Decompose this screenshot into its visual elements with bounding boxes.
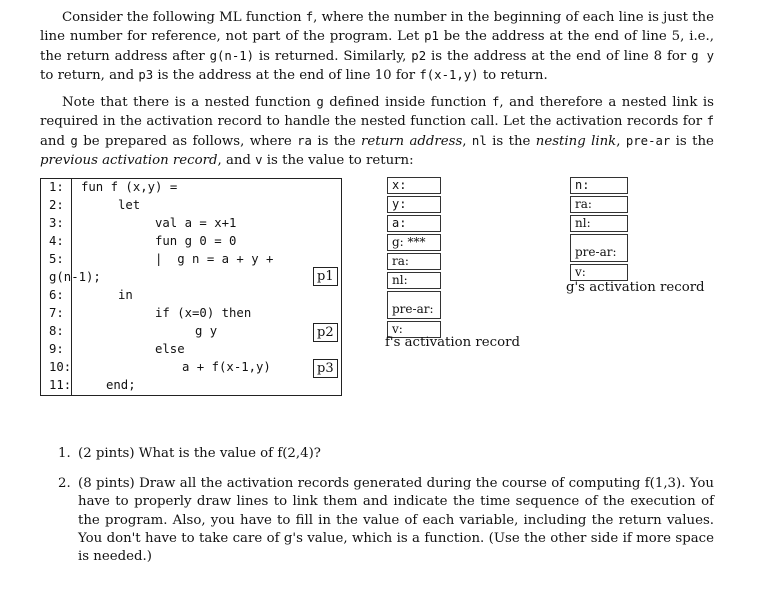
line-number: 10:	[49, 360, 72, 374]
f-activation-record	[387, 177, 441, 340]
line-number: 6:	[49, 288, 64, 302]
code-line: end;	[106, 378, 136, 392]
question-2	[58, 475, 714, 566]
intro-paragraph: Consider the following ML function f, where the number in the beginning of each line is just the line number for reference, not part of the program. Let p1 be the address at the end of line 5, i.e., the return address after g(n-1) is returned. Similarly, p2 is the address at the end of line 8 for g y to return, and p3 is the address at the end of line 10 for f(x-1,y) to return.	[40, 10, 714, 83]
f-record-y: y:	[387, 196, 441, 213]
line-number: 3:	[49, 216, 64, 230]
line-number: 1:	[49, 180, 64, 194]
g-record-pre-ar: pre-ar:	[570, 234, 628, 262]
code-line-continuation: g(n-1);	[49, 270, 101, 284]
code-line: a + f(x-1,y)	[182, 360, 271, 374]
code-line: val a = x+1	[155, 216, 237, 230]
code-line: g y	[195, 324, 218, 338]
line-number: 5:	[49, 252, 64, 266]
g-record-ra: ra:	[570, 196, 628, 213]
line-number: 9:	[49, 342, 64, 356]
line-number: 2:	[49, 198, 64, 212]
question-text: (2 pints) What is the value of f(2,4)?	[78, 446, 321, 461]
line-number: 7:	[49, 306, 64, 320]
g-record-n: n:	[570, 177, 628, 194]
f-record-x: x:	[387, 177, 441, 194]
question-number: 2.	[58, 476, 71, 491]
code-line: fun f (x,y) =	[81, 180, 178, 194]
f-record-caption: f's activation record	[385, 335, 520, 350]
code-listing	[40, 178, 342, 396]
g-record-caption: g's activation record	[566, 280, 705, 295]
f-record-g: g: ***	[387, 234, 441, 251]
return-tag-p3: p3	[313, 359, 338, 378]
note-paragraph: Note that there is a nested function g defined inside function f, and therefore a nested link is required in the activation record to handle the nested function call. Let the activation records for f and g be prepared as follows, where ra is the return address, nl is the nesting link, pre-ar is the previous activation record, and v is the value to return:	[40, 95, 715, 168]
return-tag-p1: p1	[313, 267, 338, 286]
return-tag-p2: p2	[313, 323, 338, 342]
f-record-a: a:	[387, 215, 441, 232]
code-line: | g n = a + y +	[155, 252, 274, 266]
code-line: else	[155, 342, 185, 356]
g-record-v: v:	[570, 264, 628, 281]
code-line: in	[118, 288, 133, 302]
question-1	[58, 445, 714, 463]
question-number: 1.	[58, 446, 71, 461]
line-number: 8:	[49, 324, 64, 338]
f-record-ra: ra:	[387, 253, 441, 270]
code-line: if (x=0) then	[155, 306, 252, 320]
code-line: let	[118, 198, 141, 212]
question-text: (8 pints) Draw all the activation records generated during the course of computing f(1,3). You have to properly draw lines to link them and indicate the time sequence of the execution of the program. Also, you have to fill in the value of each variable, including the return values. You don't have to take care of g's value, which is a function. (Use the other side if more space is needed.)	[78, 476, 714, 565]
f-record-v: v:	[387, 321, 441, 338]
g-record-nl: nl:	[570, 215, 628, 232]
f-record-nl: nl:	[387, 272, 441, 289]
line-number: 11:	[49, 378, 72, 392]
f-record-pre-ar: pre-ar:	[387, 291, 441, 319]
code-line: fun g 0 = 0	[155, 234, 237, 248]
line-number: 4:	[49, 234, 64, 248]
g-activation-record	[570, 177, 628, 283]
